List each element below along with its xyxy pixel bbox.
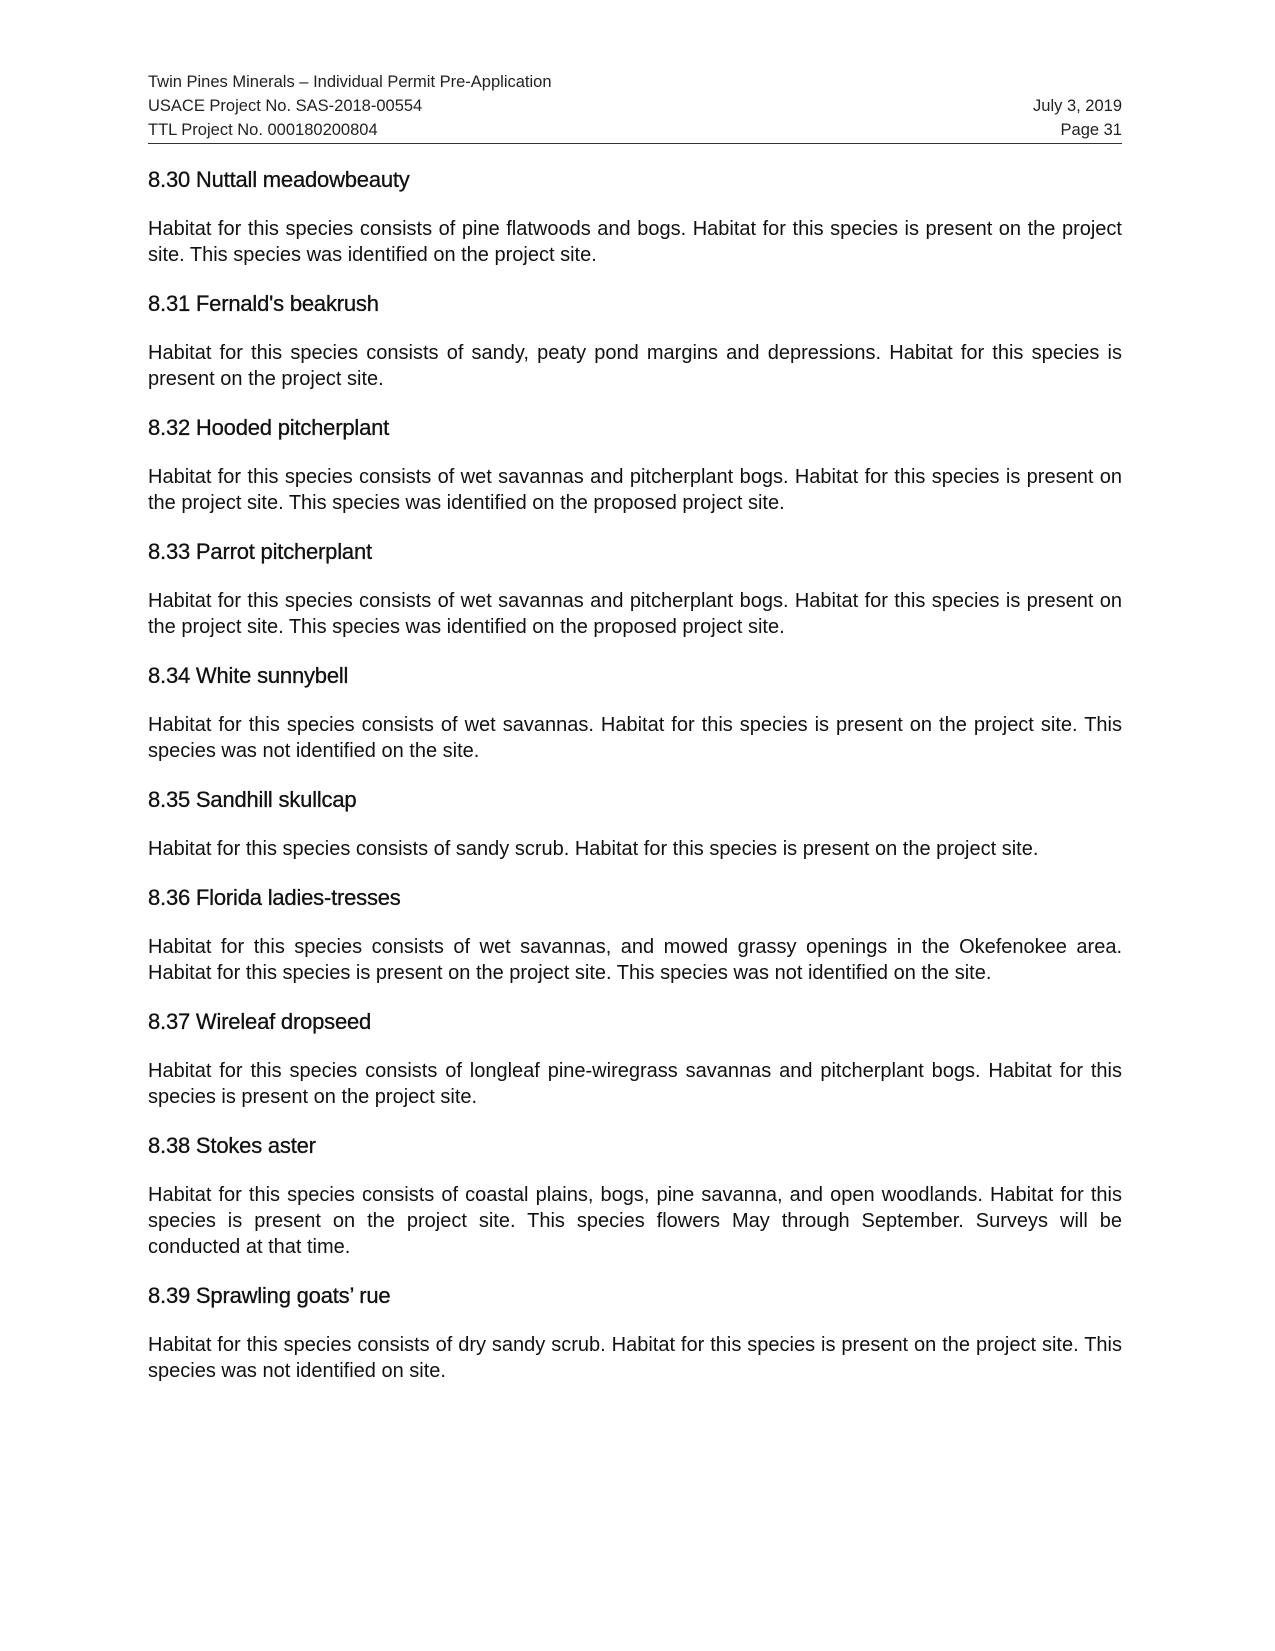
species-sections	[148, 166, 1122, 1384]
section-heading: 8.36 Florida ladies-tresses	[148, 885, 401, 910]
header-page-number: Page 31	[1060, 121, 1122, 139]
section-body: Habitat for this species consists of wet savannas, and mowed grassy openings in the Okefenokee area. Habitat for this species is present on the project site. This species was not identified on the site.	[148, 936, 1122, 984]
section-heading: 8.38 Stokes aster	[148, 1133, 316, 1158]
section-heading: 8.33 Parrot pitcherplant	[148, 539, 372, 564]
section-heading: 8.31 Fernald's beakrush	[148, 291, 379, 316]
section-heading: 8.34 White sunnybell	[148, 663, 349, 688]
section-body: Habitat for this species consists of dry sandy scrub. Habitat for this species is present on the project site. This species was not identified on site.	[148, 1334, 1122, 1382]
section-body: Habitat for this species consists of coastal plains, bogs, pine savanna, and open woodlands. Habitat for this species is present on the project site. This species flowers May through September. Surveys will be conducted at that time.	[148, 1184, 1122, 1258]
header-project-title: Twin Pines Minerals – Individual Permit Pre-Application	[148, 73, 552, 91]
page-header	[148, 70, 1122, 144]
header-ttl-number: TTL Project No. 000180200804	[148, 121, 378, 139]
section-8-39	[148, 1282, 1122, 1384]
section-body: Habitat for this species consists of sandy, peaty pond margins and depressions. Habitat for this species is present on the project site.	[148, 342, 1122, 390]
section-8-33	[148, 538, 1122, 640]
section-8-36	[148, 884, 1122, 986]
section-body: Habitat for this species consists of pine flatwoods and bogs. Habitat for this species is present on the project site. This species was identified on the project site.	[148, 218, 1122, 266]
document-page	[148, 70, 1122, 1384]
section-body: Habitat for this species consists of sandy scrub. Habitat for this species is present on the project site.	[148, 838, 1039, 860]
header-line-1	[148, 70, 1122, 94]
section-8-35	[148, 786, 1122, 862]
header-line-3	[148, 118, 1122, 142]
section-body: Habitat for this species consists of wet savannas and pitcherplant bogs. Habitat for this species is present on the project site. This species was identified on the proposed project site.	[148, 590, 1122, 638]
header-line-2	[148, 94, 1122, 118]
section-body: Habitat for this species consists of wet savannas and pitcherplant bogs. Habitat for this species is present on the project site. This species was identified on the proposed project site.	[148, 466, 1122, 514]
section-heading: 8.30 Nuttall meadowbeauty	[148, 167, 410, 192]
section-heading: 8.37 Wireleaf dropseed	[148, 1009, 372, 1034]
header-date: July 3, 2019	[1033, 97, 1122, 115]
section-8-34	[148, 662, 1122, 764]
section-8-37	[148, 1008, 1122, 1110]
section-body: Habitat for this species consists of longleaf pine-wiregrass savannas and pitcherplant bogs. Habitat for this species is present on the project site.	[148, 1060, 1122, 1108]
section-heading: 8.35 Sandhill skullcap	[148, 787, 357, 812]
section-heading: 8.32 Hooded pitcherplant	[148, 415, 390, 440]
section-8-31	[148, 290, 1122, 392]
section-body: Habitat for this species consists of wet savannas. Habitat for this species is present on the project site. This species was not identified on the site.	[148, 714, 1122, 762]
section-heading: 8.39 Sprawling goats’ rue	[148, 1283, 391, 1308]
header-usace-number: USACE Project No. SAS-2018-00554	[148, 97, 423, 115]
section-8-30	[148, 166, 1122, 268]
section-8-32	[148, 414, 1122, 516]
section-8-38	[148, 1132, 1122, 1260]
